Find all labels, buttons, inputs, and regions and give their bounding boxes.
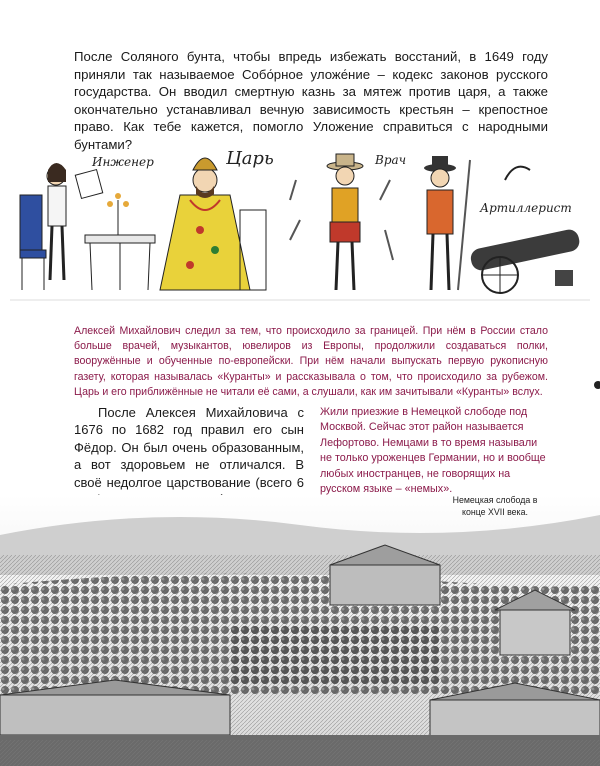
page-marker-icon [590,380,600,390]
doctor-figure [290,153,406,290]
aside-note: Жили приезжие в Немецкой слободе под Москвой. Сейчас этот район называется Лефортово. Немцами в то время называли не только уроженцев Германии, но и вообще любых иностранцев, не говорящих на русском языке – «немых». [320,406,546,496]
artillerist-figure [424,156,581,293]
tsar-figure [160,148,274,290]
historical-figures-illustration [0,140,600,315]
label-artillerist: Артиллерист [480,201,572,215]
label-doctor: Врач [375,153,407,167]
engraving-caption: Немецкая слобода в конце XVII века. [452,495,538,517]
label-tsar: Царь [226,148,274,169]
intro-paragraph: После Соляного бунта, чтобы впредь избежать восстаний, в 1649 году приняли так называемое Собо́рное уложе́ние – кодекс законов русского государства. Он вводил смертную казнь за мятеж против царя, а также окончательно устанавливал вечную зависимость крестьян – крепостное право. Как тебе кажется, помогло Уложение справиться с народными бунтами? [74,49,548,152]
engineer-figure [20,155,155,290]
label-engineer: Инженер [92,155,154,169]
main-paragraph: После Алексея Михайловича с 1676 по 1682 год правил его сын Фёдор. Он был очень образованным, а вот здоровьем не отличался. В своё недолгое царствование (всего 6 [74,405,304,490]
german-quarter-engraving [0,495,600,766]
illustration-caption: Алексей Михайлович следил за тем, что происходило за границей. При нём в России стало больше врачей, музыкантов, ювелиров из Европы, продолжили создаваться полки, вооружённые и обученные по-европейски. При нём начали выпускать первую рукописную газету, которая называлась «Куранты» и рассказывала о том, что происходило за рубежом. Царь и его приближённые не читали её сами, а слушали, как им зачитывали «Куранты» вслух. [74,325,548,398]
